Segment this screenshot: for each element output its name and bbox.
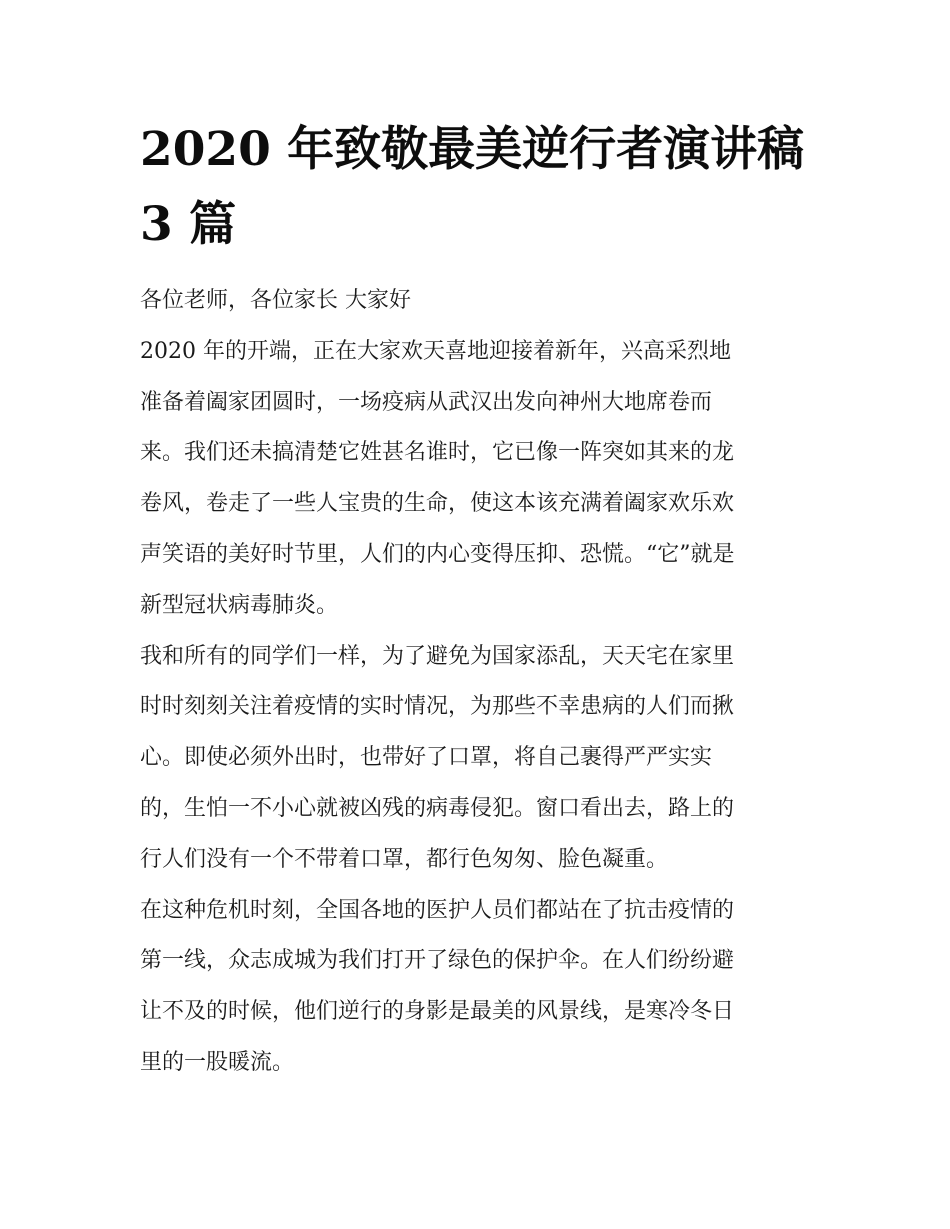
text-line: 在这种危机时刻，全国各地的医护人员们都站在了抗击疫情的 — [140, 897, 735, 923]
text-line: 行人们没有一个不带着口罩，都行色匆匆、脸色凝重。 — [140, 846, 669, 872]
greeting-line: 各位老师，各位家长 大家好 — [140, 288, 411, 313]
document-content — [140, 112, 820, 1089]
text-line: 时时刻刻关注着疫情的实时情况，为那些不幸患病的人们而揪 — [140, 694, 735, 720]
text-line: 心。即使必须外出时，也带好了口罩，将自己裹得严严实实 — [140, 745, 713, 771]
text-line: 我和所有的同学们一样，为了避免为国家添乱，天天宅在家里 — [140, 643, 735, 669]
text-line: 卷风，卷走了一些人宝贵的生命，使这本该充满着阖家欢乐欢 — [140, 491, 735, 517]
text-line: 里的一股暖流。 — [140, 1049, 295, 1075]
document-title — [140, 112, 820, 262]
text-line: 让不及的时候，他们逆行的身影是最美的风景线，是寒冷冬日 — [140, 999, 735, 1025]
text-line: 新型冠状病毒肺炎。 — [140, 592, 339, 618]
title-line: 3 篇 — [140, 197, 237, 252]
document-body — [140, 276, 820, 1089]
text-line: 的，生怕一不小心就被凶残的病毒侵犯。窗口看出去，路上的 — [140, 795, 735, 821]
text-line: 2020 年的开端，正在大家欢天喜地迎接着新年，兴高采烈地 — [140, 338, 731, 364]
text-line: 声笑语的美好时节里，人们的内心变得压抑、恐慌。“它”就是 — [140, 541, 735, 567]
text-line: 第一线，众志成城为我们打开了绿色的保护伞。在人们纷纷避 — [140, 948, 735, 974]
title-line: 2020 年致敬最美逆行者演讲稿 — [140, 122, 805, 177]
text-line: 来。我们还未搞清楚它姓甚名谁时，它已像一阵突如其来的龙 — [140, 440, 735, 466]
text-line: 准备着阖家团圆时，一场疫病从武汉出发向神州大地席卷而 — [140, 389, 713, 415]
